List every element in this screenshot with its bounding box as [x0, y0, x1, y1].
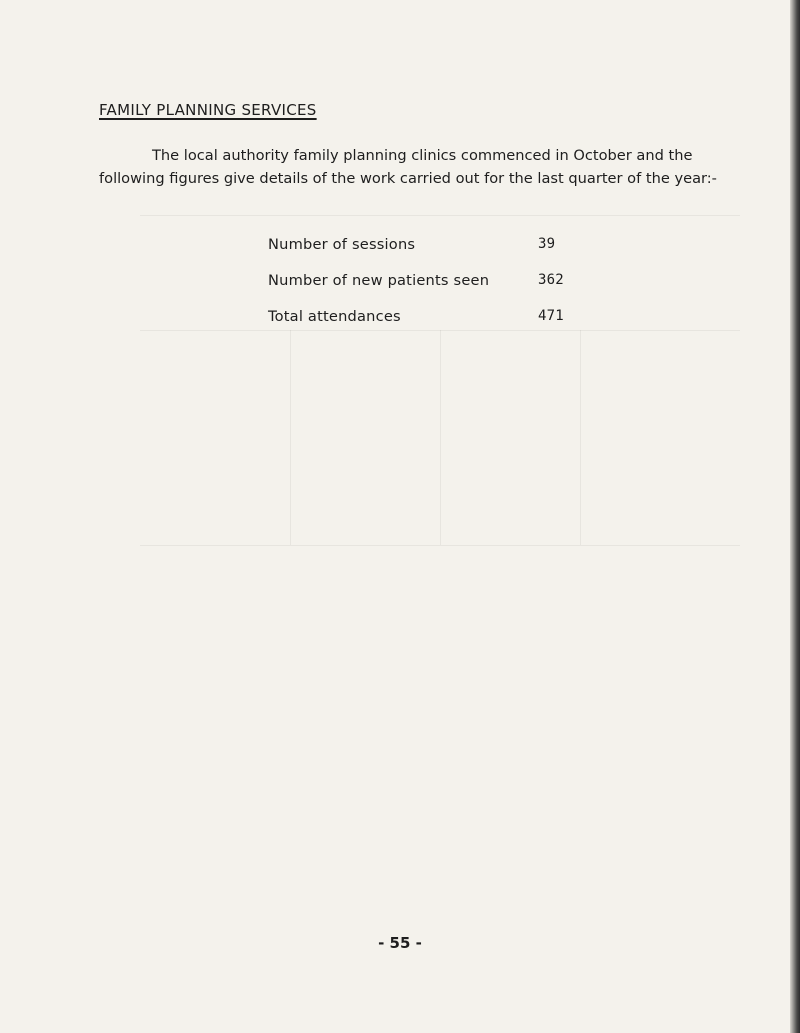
stats-table [268, 236, 588, 344]
stats-value: 39 [538, 236, 556, 252]
show-through-rule [290, 330, 291, 545]
show-through-rule [140, 545, 740, 546]
stats-label: Number of new patients seen [268, 272, 490, 289]
page-number: - 55 - [378, 934, 422, 952]
stats-value: 362 [538, 272, 564, 288]
stats-value: 471 [538, 308, 564, 324]
show-through-rule [140, 215, 740, 216]
stats-row-sessions [268, 236, 588, 272]
stats-label: Number of sessions [268, 236, 416, 253]
show-through-rule [440, 330, 441, 545]
stats-row-attendances [268, 308, 588, 344]
stats-row-new-patients [268, 272, 588, 308]
show-through-rule [580, 330, 581, 545]
stats-label: Total attendances [268, 308, 401, 325]
intro-paragraph: The local authority family planning clinics commenced in October and the following figures give details of the work carried out for the last quarter of the year:- [99, 147, 717, 187]
scan-edge [790, 0, 800, 1033]
section-title: FAMILY PLANNING SERVICES [99, 101, 317, 119]
